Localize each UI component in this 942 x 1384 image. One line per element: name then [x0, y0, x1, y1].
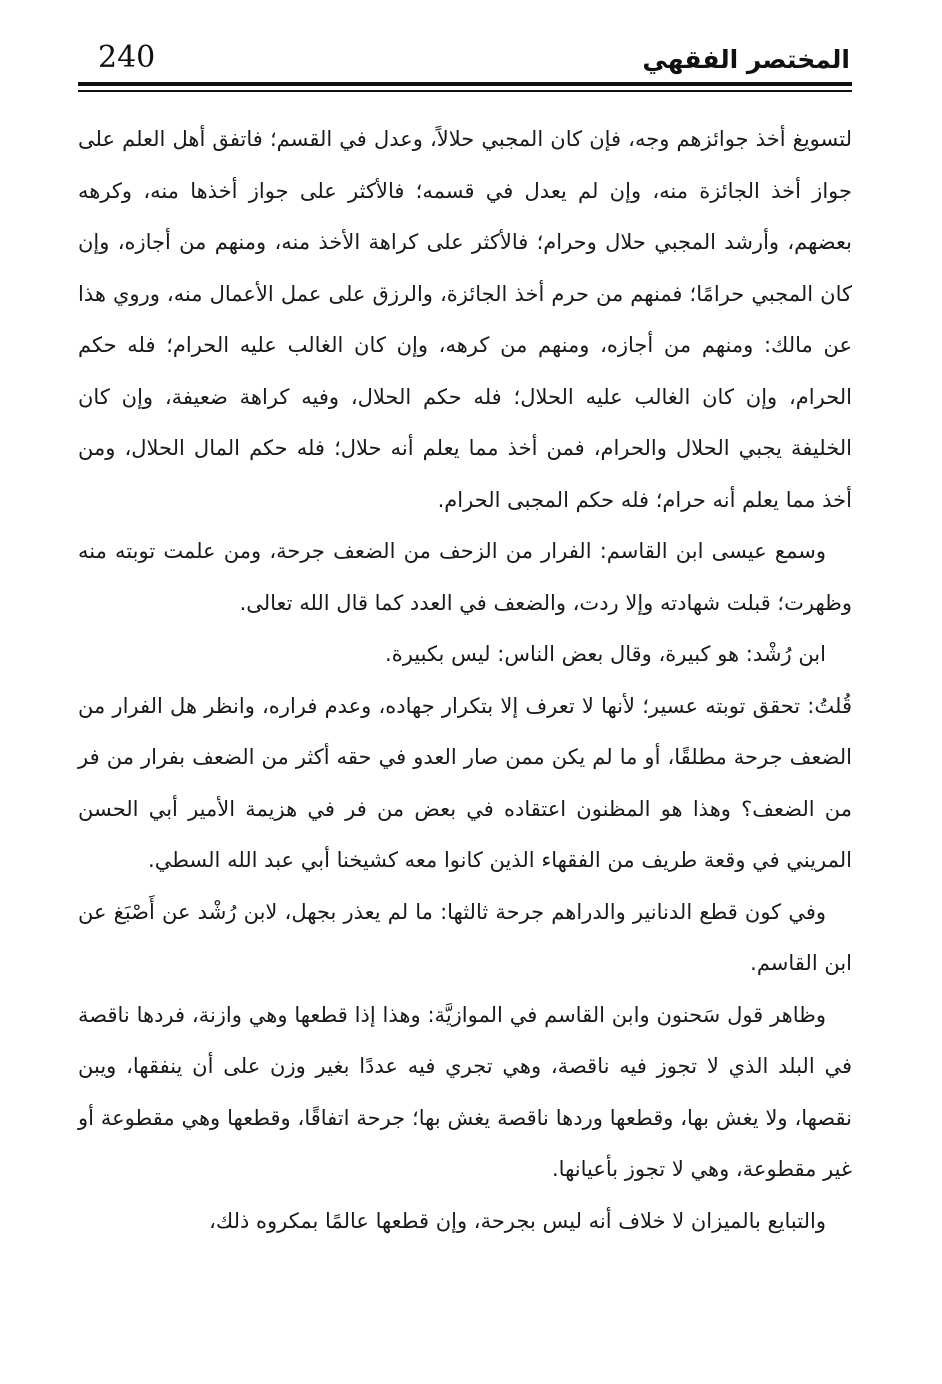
paragraph-1: لتسويغ أخذ جوائزهم وجه، فإن كان المجبي حلالاً، وعدل في القسم؛ فاتفق أهل العلم على جواز أخذ الجائزة منه، وإن لم يعدل في قسمه؛ فالأكثر على جواز أخذها منه، وكرهه بعضهم، وأرشد المجبي حلال وحرام؛ فالأكثر على كراهة الأخذ منه، ومنهم من أجازه، وإن كان المجبي حرامًا؛ فمنهم من حرم أخذ الجائزة، والرزق على عمل الأعمال منه، وروي هذا عن مالك: ومنهم من أجازه، ومنهم من كرهه، وإن كان الغالب عليه الحرام؛ فله حكم الحرام، وإن كان الغالب عليه الحلال؛ فله حكم الحلال، وفيه كراهة ضعيفة، وإن كان الخليفة يجبي الحلال والحرام، فمن أخذ مما يعلم أنه حلال؛ فله حكم المال الحلال، ومن أخذ مما يعلم أنه حرام؛ فله حكم المجبى الحرام.	[78, 127, 852, 512]
paragraph-6: وظاهر قول سَحنون وابن القاسم في الموازيَّة: وهذا إذا قطعها وهي وازنة، فردها ناقصة في البلد الذي لا تجوز فيه ناقصة، وهي تجري فيه عددًا بغير وزن على أن ينفقها، ويبن نقصها، ولا يغش بها، وقطعها وردها ناقصة يغش بها؛ جرحة اتفاقًا، وقطعها وهي مقطوعة أو غير مقطوعة، وهي لا تجوز بأعيانها.	[78, 1002, 852, 1181]
paragraph-5: وفي كون قطع الدنانير والدراهم جرحة ثالثها: ما لم يعذر بجهل، لابن رُشْد عن أَصْبَغ عن ابن القاسم.	[78, 899, 852, 975]
running-title: المختصر الفقهي	[642, 45, 850, 74]
paragraph-3: ابن رُشْد: هو كبيرة، وقال بعض الناس: ليس بكبيرة.	[385, 642, 826, 666]
header-rule-thick	[78, 82, 852, 86]
body-text	[78, 114, 852, 1247]
page-number: 240	[98, 40, 156, 75]
paragraph-2: وسمع عيسى ابن القاسم: الفرار من الزحف من الضعف جرحة، ومن علمت توبته منه وظهرت؛ قبلت شهادته وإلا ردت، والضعف في العدد كما قال الله تعالى.	[78, 539, 852, 615]
paragraph-7: والتبايع بالميزان لا خلاف أنه ليس بجرحة، وإن قطعها عالمًا بمكروه ذلك،	[209, 1208, 826, 1233]
page-header	[78, 30, 852, 92]
paragraph-4: قُلتُ: تحقق توبته عسير؛ لأنها لا تعرف إلا بتكرار جهاده، وعدم فراره، وانظر هل الفرار من الضعف جرحة مطلقًا، أو ما لم يكن ممن صار العدو في حقه أكثر من الضعف بفرار من فر من الضعف؟ وهذا هو المظنون اعتقاده في بعض من فر في هزيمة الأمير أبي الحسن المريني في وقعة طريف من الفقهاء الذين كانوا معه كشيخنا أبي عبد الله السطي.	[78, 693, 852, 872]
header-rule-thin	[78, 90, 852, 92]
